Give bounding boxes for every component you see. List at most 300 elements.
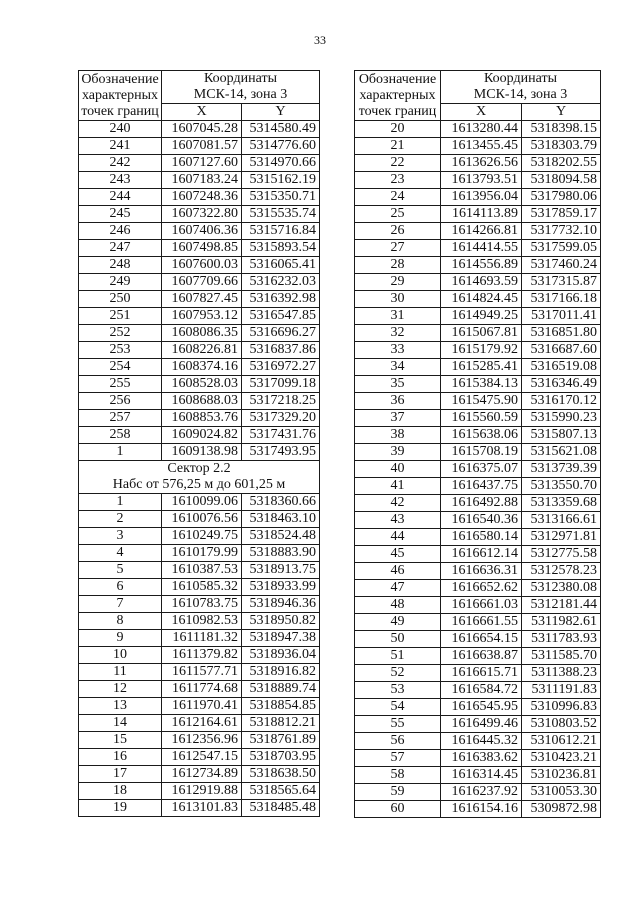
point-id-cell: 255 — [79, 376, 162, 393]
y-coordinate-cell: 5310423.21 — [522, 750, 601, 767]
table-row — [79, 376, 320, 393]
point-id-cell: 38 — [355, 427, 441, 444]
table-row — [355, 427, 601, 444]
point-id-cell: 56 — [355, 733, 441, 750]
point-id-cell: 48 — [355, 597, 441, 614]
y-coordinate-cell: 5310803.52 — [522, 716, 601, 733]
y-coordinate-cell: 5310053.30 — [522, 784, 601, 801]
x-coordinate-cell: 1610099.06 — [162, 494, 242, 511]
y-coordinate-cell: 5318303.79 — [522, 138, 601, 155]
x-coordinate-cell: 1607600.03 — [162, 257, 242, 274]
point-id-cell: 46 — [355, 563, 441, 580]
x-coordinate-cell: 1607827.45 — [162, 291, 242, 308]
y-coordinate-cell: 5315350.71 — [242, 189, 320, 206]
table-row — [355, 801, 601, 818]
point-id-cell: 26 — [355, 223, 441, 240]
point-id-cell: 36 — [355, 393, 441, 410]
header-coordinates: Координаты МСК-14, зона 3 — [162, 71, 320, 104]
x-coordinate-cell: 1616540.36 — [441, 512, 522, 529]
y-coordinate-cell: 5316687.60 — [522, 342, 601, 359]
table-row — [355, 240, 601, 257]
table-row — [355, 478, 601, 495]
x-coordinate-cell: 1607045.28 — [162, 121, 242, 138]
x-coordinate-cell: 1616638.87 — [441, 648, 522, 665]
x-coordinate-cell: 1613101.83 — [162, 800, 242, 817]
x-coordinate-cell: 1607709.66 — [162, 274, 242, 291]
table-row — [355, 359, 601, 376]
x-coordinate-cell: 1607183.24 — [162, 172, 242, 189]
x-coordinate-cell: 1610179.99 — [162, 545, 242, 562]
table-row — [355, 325, 601, 342]
y-coordinate-cell: 5317099.18 — [242, 376, 320, 393]
y-coordinate-cell: 5317460.24 — [522, 257, 601, 274]
y-coordinate-cell: 5317732.10 — [522, 223, 601, 240]
y-coordinate-cell: 5318883.90 — [242, 545, 320, 562]
x-coordinate-cell: 1610585.32 — [162, 579, 242, 596]
table-row — [79, 393, 320, 410]
x-coordinate-cell: 1609024.82 — [162, 427, 242, 444]
table-row — [355, 138, 601, 155]
y-coordinate-cell: 5313739.39 — [522, 461, 601, 478]
x-coordinate-cell: 1616437.75 — [441, 478, 522, 495]
y-coordinate-cell: 5318094.58 — [522, 172, 601, 189]
table-row — [79, 613, 320, 630]
x-coordinate-cell: 1607953.12 — [162, 308, 242, 325]
header-x: X — [162, 104, 242, 121]
table-row — [79, 342, 320, 359]
table-row — [355, 563, 601, 580]
table-row — [355, 257, 601, 274]
y-coordinate-cell: 5311191.83 — [522, 682, 601, 699]
x-coordinate-cell: 1607248.36 — [162, 189, 242, 206]
table-row — [79, 223, 320, 240]
point-id-cell: 24 — [355, 189, 441, 206]
table-row — [79, 562, 320, 579]
point-id-cell: 39 — [355, 444, 441, 461]
table-row — [355, 410, 601, 427]
y-coordinate-cell: 5318463.10 — [242, 511, 320, 528]
point-id-cell: 242 — [79, 155, 162, 172]
point-id-cell: 22 — [355, 155, 441, 172]
table-row — [355, 597, 601, 614]
x-coordinate-cell: 1616654.15 — [441, 631, 522, 648]
y-coordinate-cell: 5316547.85 — [242, 308, 320, 325]
point-id-cell: 20 — [355, 121, 441, 138]
x-coordinate-cell: 1613455.45 — [441, 138, 522, 155]
table-row — [355, 733, 601, 750]
y-coordinate-cell: 5314970.66 — [242, 155, 320, 172]
x-coordinate-cell: 1611774.68 — [162, 681, 242, 698]
point-id-cell: 43 — [355, 512, 441, 529]
table-row — [79, 138, 320, 155]
x-coordinate-cell: 1616636.31 — [441, 563, 522, 580]
table-row — [79, 410, 320, 427]
y-coordinate-cell: 5318360.66 — [242, 494, 320, 511]
table-row — [79, 715, 320, 732]
point-id-cell: 32 — [355, 325, 441, 342]
table-row — [79, 494, 320, 511]
x-coordinate-cell: 1614266.81 — [441, 223, 522, 240]
point-id-cell: 1 — [79, 444, 162, 461]
point-id-cell: 12 — [79, 681, 162, 698]
y-coordinate-cell: 5313166.61 — [522, 512, 601, 529]
x-coordinate-cell: 1612734.89 — [162, 766, 242, 783]
table-row — [79, 596, 320, 613]
x-coordinate-cell: 1607322.80 — [162, 206, 242, 223]
x-coordinate-cell: 1614414.55 — [441, 240, 522, 257]
x-coordinate-cell: 1608226.81 — [162, 342, 242, 359]
y-coordinate-cell: 5317493.95 — [242, 444, 320, 461]
table-row — [355, 206, 601, 223]
table-row — [355, 155, 601, 172]
point-id-cell: 246 — [79, 223, 162, 240]
sector-heading — [79, 461, 320, 494]
point-id-cell: 30 — [355, 291, 441, 308]
x-coordinate-cell: 1613280.44 — [441, 121, 522, 138]
y-coordinate-cell: 5312971.81 — [522, 529, 601, 546]
point-id-cell: 53 — [355, 682, 441, 699]
point-id-cell: 243 — [79, 172, 162, 189]
x-coordinate-cell: 1608853.76 — [162, 410, 242, 427]
table-row — [79, 766, 320, 783]
header-y: Y — [242, 104, 320, 121]
table-row — [355, 461, 601, 478]
y-coordinate-cell: 5315716.84 — [242, 223, 320, 240]
table-row — [355, 223, 601, 240]
point-id-cell: 11 — [79, 664, 162, 681]
y-coordinate-cell: 5315990.23 — [522, 410, 601, 427]
table-row — [355, 495, 601, 512]
x-coordinate-cell: 1610783.75 — [162, 596, 242, 613]
y-coordinate-cell: 5311982.61 — [522, 614, 601, 631]
x-coordinate-cell: 1611379.82 — [162, 647, 242, 664]
x-coordinate-cell: 1607498.85 — [162, 240, 242, 257]
y-coordinate-cell: 5313550.70 — [522, 478, 601, 495]
point-id-cell: 5 — [79, 562, 162, 579]
x-coordinate-cell: 1614949.25 — [441, 308, 522, 325]
x-coordinate-cell: 1611970.41 — [162, 698, 242, 715]
point-id-cell: 57 — [355, 750, 441, 767]
table-row — [79, 732, 320, 749]
table-row — [79, 698, 320, 715]
point-id-cell: 253 — [79, 342, 162, 359]
x-coordinate-cell: 1615285.41 — [441, 359, 522, 376]
x-coordinate-cell: 1610249.75 — [162, 528, 242, 545]
point-id-cell: 54 — [355, 699, 441, 716]
y-coordinate-cell: 5318812.21 — [242, 715, 320, 732]
y-coordinate-cell: 5318565.64 — [242, 783, 320, 800]
x-coordinate-cell: 1612919.88 — [162, 783, 242, 800]
y-coordinate-cell: 5316972.27 — [242, 359, 320, 376]
table-row — [79, 274, 320, 291]
header-coordinates: Координаты МСК-14, зона 3 — [441, 71, 601, 104]
y-coordinate-cell: 5314580.49 — [242, 121, 320, 138]
table-row — [79, 545, 320, 562]
point-id-cell: 250 — [79, 291, 162, 308]
point-id-cell: 50 — [355, 631, 441, 648]
x-coordinate-cell: 1612164.61 — [162, 715, 242, 732]
y-coordinate-cell: 5318854.85 — [242, 698, 320, 715]
x-coordinate-cell: 1616661.03 — [441, 597, 522, 614]
y-coordinate-cell: 5318889.74 — [242, 681, 320, 698]
point-id-cell: 14 — [79, 715, 162, 732]
table-row — [355, 121, 601, 138]
x-coordinate-cell: 1616492.88 — [441, 495, 522, 512]
table-row — [79, 427, 320, 444]
point-id-cell: 15 — [79, 732, 162, 749]
point-id-cell: 45 — [355, 546, 441, 563]
table-row — [355, 750, 601, 767]
x-coordinate-cell: 1616612.14 — [441, 546, 522, 563]
table-row — [355, 172, 601, 189]
point-id-cell: 23 — [355, 172, 441, 189]
x-coordinate-cell: 1610387.53 — [162, 562, 242, 579]
table-row — [355, 274, 601, 291]
x-coordinate-cell: 1616383.62 — [441, 750, 522, 767]
y-coordinate-cell: 5316346.49 — [522, 376, 601, 393]
y-coordinate-cell: 5316065.41 — [242, 257, 320, 274]
table-row — [79, 528, 320, 545]
y-coordinate-cell: 5318947.38 — [242, 630, 320, 647]
y-coordinate-cell: 5318950.82 — [242, 613, 320, 630]
point-id-cell: 60 — [355, 801, 441, 818]
point-id-cell: 40 — [355, 461, 441, 478]
x-coordinate-cell: 1614556.89 — [441, 257, 522, 274]
table-row — [355, 682, 601, 699]
y-coordinate-cell: 5318761.89 — [242, 732, 320, 749]
x-coordinate-cell: 1608688.03 — [162, 393, 242, 410]
point-id-cell: 6 — [79, 579, 162, 596]
y-coordinate-cell: 5314776.60 — [242, 138, 320, 155]
point-id-cell: 3 — [79, 528, 162, 545]
x-coordinate-cell: 1616375.07 — [441, 461, 522, 478]
y-coordinate-cell: 5318202.55 — [522, 155, 601, 172]
y-coordinate-cell: 5317315.87 — [522, 274, 601, 291]
x-coordinate-cell: 1611181.32 — [162, 630, 242, 647]
x-coordinate-cell: 1607081.57 — [162, 138, 242, 155]
table-row — [79, 511, 320, 528]
table-row — [355, 512, 601, 529]
x-coordinate-cell: 1615384.13 — [441, 376, 522, 393]
y-coordinate-cell: 5316851.80 — [522, 325, 601, 342]
table-row — [79, 291, 320, 308]
table-row — [79, 630, 320, 647]
sector-heading-row — [79, 461, 320, 494]
sector-title: Сектор 2.2 — [167, 461, 231, 476]
point-id-cell: 34 — [355, 359, 441, 376]
y-coordinate-cell: 5317599.05 — [522, 240, 601, 257]
table-row — [355, 342, 601, 359]
y-coordinate-cell: 5317431.76 — [242, 427, 320, 444]
point-id-cell: 4 — [79, 545, 162, 562]
point-id-cell: 2 — [79, 511, 162, 528]
table-row — [355, 376, 601, 393]
point-id-cell: 35 — [355, 376, 441, 393]
point-id-cell: 13 — [79, 698, 162, 715]
y-coordinate-cell: 5316170.12 — [522, 393, 601, 410]
x-coordinate-cell: 1613626.56 — [441, 155, 522, 172]
y-coordinate-cell: 5318524.48 — [242, 528, 320, 545]
table-row — [79, 240, 320, 257]
table-row — [79, 681, 320, 698]
header-x: X — [441, 104, 522, 121]
y-coordinate-cell: 5317218.25 — [242, 393, 320, 410]
table-row — [79, 257, 320, 274]
table-row — [355, 546, 601, 563]
table-row — [79, 749, 320, 766]
point-id-cell: 52 — [355, 665, 441, 682]
point-id-cell: 21 — [355, 138, 441, 155]
table-row — [355, 580, 601, 597]
x-coordinate-cell: 1611577.71 — [162, 664, 242, 681]
y-coordinate-cell: 5310612.21 — [522, 733, 601, 750]
point-id-cell: 252 — [79, 325, 162, 342]
x-coordinate-cell: 1615179.92 — [441, 342, 522, 359]
table-row — [79, 325, 320, 342]
table-row — [79, 579, 320, 596]
table-row — [355, 444, 601, 461]
point-id-cell: 254 — [79, 359, 162, 376]
table-row — [355, 614, 601, 631]
coordinates-table-right — [354, 70, 601, 818]
point-id-cell: 25 — [355, 206, 441, 223]
x-coordinate-cell: 1608374.16 — [162, 359, 242, 376]
table-row — [79, 444, 320, 461]
y-coordinate-cell: 5316837.86 — [242, 342, 320, 359]
table-row — [79, 783, 320, 800]
table-row — [355, 393, 601, 410]
x-coordinate-cell: 1614113.89 — [441, 206, 522, 223]
y-coordinate-cell: 5316519.08 — [522, 359, 601, 376]
y-coordinate-cell: 5318916.82 — [242, 664, 320, 681]
point-id-cell: 29 — [355, 274, 441, 291]
y-coordinate-cell: 5318946.36 — [242, 596, 320, 613]
y-coordinate-cell: 5317011.41 — [522, 308, 601, 325]
x-coordinate-cell: 1608528.03 — [162, 376, 242, 393]
header-point-designation: Обозначение характерных точек границ — [79, 71, 162, 121]
table-row — [355, 767, 601, 784]
x-coordinate-cell: 1614824.45 — [441, 291, 522, 308]
table-row — [355, 291, 601, 308]
point-id-cell: 41 — [355, 478, 441, 495]
y-coordinate-cell: 5318398.15 — [522, 121, 601, 138]
point-id-cell: 256 — [79, 393, 162, 410]
point-id-cell: 8 — [79, 613, 162, 630]
y-coordinate-cell: 5312181.44 — [522, 597, 601, 614]
table-row — [355, 529, 601, 546]
point-id-cell: 1 — [79, 494, 162, 511]
x-coordinate-cell: 1616615.71 — [441, 665, 522, 682]
point-id-cell: 49 — [355, 614, 441, 631]
table-row — [79, 121, 320, 138]
y-coordinate-cell: 5316232.03 — [242, 274, 320, 291]
table-row — [79, 647, 320, 664]
y-coordinate-cell: 5315807.13 — [522, 427, 601, 444]
point-id-cell: 247 — [79, 240, 162, 257]
point-id-cell: 9 — [79, 630, 162, 647]
page-number: 33 — [314, 33, 326, 47]
x-coordinate-cell: 1616154.16 — [441, 801, 522, 818]
x-coordinate-cell: 1609138.98 — [162, 444, 242, 461]
table-row — [355, 699, 601, 716]
point-id-cell: 244 — [79, 189, 162, 206]
y-coordinate-cell: 5318638.50 — [242, 766, 320, 783]
y-coordinate-cell: 5317329.20 — [242, 410, 320, 427]
x-coordinate-cell: 1608086.35 — [162, 325, 242, 342]
table-row — [79, 155, 320, 172]
x-coordinate-cell: 1613956.04 — [441, 189, 522, 206]
point-id-cell: 19 — [79, 800, 162, 817]
x-coordinate-cell: 1615560.59 — [441, 410, 522, 427]
x-coordinate-cell: 1610982.53 — [162, 613, 242, 630]
table-row — [355, 631, 601, 648]
y-coordinate-cell: 5317859.17 — [522, 206, 601, 223]
point-id-cell: 7 — [79, 596, 162, 613]
x-coordinate-cell: 1613793.51 — [441, 172, 522, 189]
point-id-cell: 51 — [355, 648, 441, 665]
coordinates-table-left — [78, 70, 320, 817]
y-coordinate-cell: 5315893.54 — [242, 240, 320, 257]
x-coordinate-cell: 1614693.59 — [441, 274, 522, 291]
table-row — [355, 784, 601, 801]
point-id-cell: 27 — [355, 240, 441, 257]
y-coordinate-cell: 5318703.95 — [242, 749, 320, 766]
x-coordinate-cell: 1616545.95 — [441, 699, 522, 716]
y-coordinate-cell: 5318936.04 — [242, 647, 320, 664]
point-id-cell: 240 — [79, 121, 162, 138]
header-y: Y — [522, 104, 601, 121]
point-id-cell: 37 — [355, 410, 441, 427]
table-row — [79, 359, 320, 376]
point-id-cell: 47 — [355, 580, 441, 597]
table-row — [355, 189, 601, 206]
point-id-cell: 31 — [355, 308, 441, 325]
y-coordinate-cell: 5309872.98 — [522, 801, 601, 818]
point-id-cell: 28 — [355, 257, 441, 274]
table-row — [79, 664, 320, 681]
x-coordinate-cell: 1616580.14 — [441, 529, 522, 546]
y-coordinate-cell: 5313359.68 — [522, 495, 601, 512]
y-coordinate-cell: 5315621.08 — [522, 444, 601, 461]
point-id-cell: 33 — [355, 342, 441, 359]
y-coordinate-cell: 5316696.27 — [242, 325, 320, 342]
table-row — [79, 172, 320, 189]
point-id-cell: 17 — [79, 766, 162, 783]
x-coordinate-cell: 1615638.06 — [441, 427, 522, 444]
point-id-cell: 258 — [79, 427, 162, 444]
point-id-cell: 59 — [355, 784, 441, 801]
point-id-cell: 10 — [79, 647, 162, 664]
y-coordinate-cell: 5317166.18 — [522, 291, 601, 308]
x-coordinate-cell: 1616499.46 — [441, 716, 522, 733]
table-row — [355, 648, 601, 665]
table-row — [355, 665, 601, 682]
y-coordinate-cell: 5318913.75 — [242, 562, 320, 579]
x-coordinate-cell: 1612547.15 — [162, 749, 242, 766]
table-row — [79, 308, 320, 325]
point-id-cell: 249 — [79, 274, 162, 291]
point-id-cell: 42 — [355, 495, 441, 512]
point-id-cell: 55 — [355, 716, 441, 733]
x-coordinate-cell: 1610076.56 — [162, 511, 242, 528]
x-coordinate-cell: 1615708.19 — [441, 444, 522, 461]
y-coordinate-cell: 5311585.70 — [522, 648, 601, 665]
y-coordinate-cell: 5318933.99 — [242, 579, 320, 596]
y-coordinate-cell: 5311388.23 — [522, 665, 601, 682]
table-row — [79, 206, 320, 223]
y-coordinate-cell: 5317980.06 — [522, 189, 601, 206]
table-row — [79, 189, 320, 206]
